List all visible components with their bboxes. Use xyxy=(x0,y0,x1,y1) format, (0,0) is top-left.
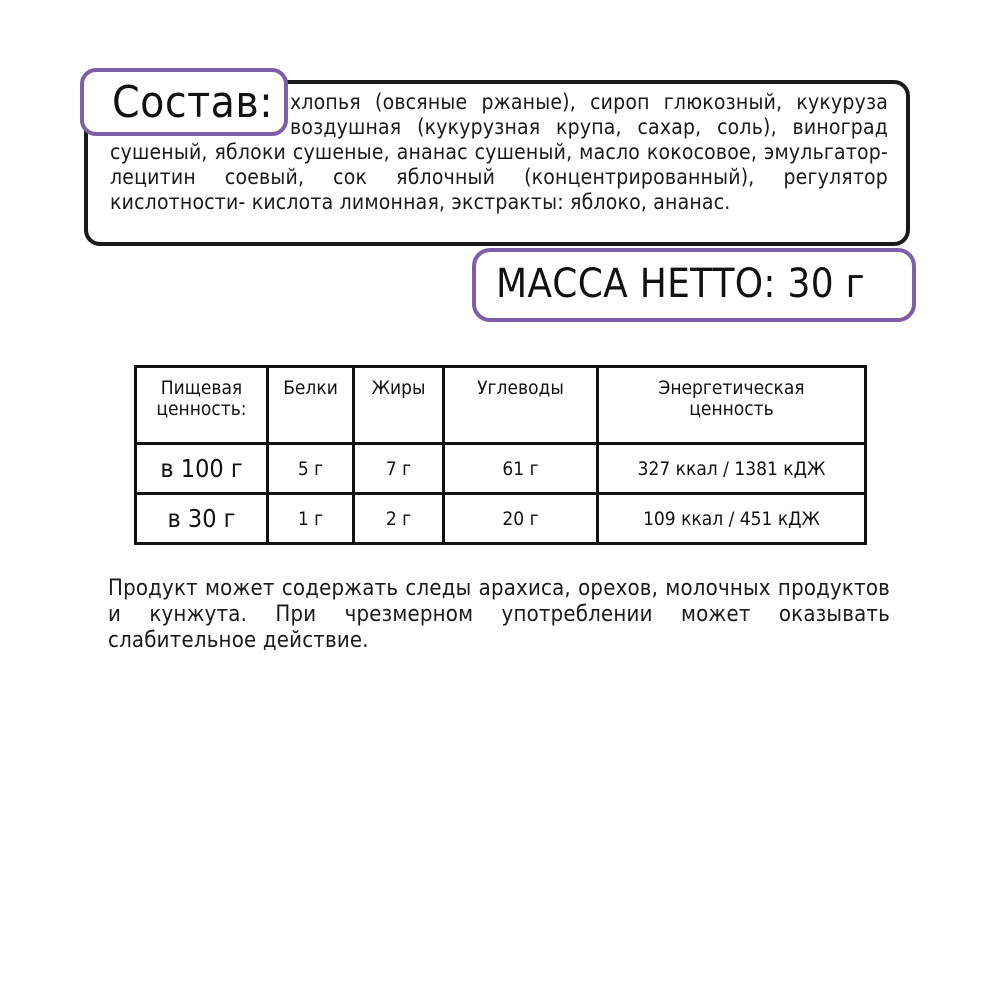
cell-carbs: 20 г xyxy=(444,494,598,544)
header-line: ценность: xyxy=(156,398,247,420)
nutrition-table xyxy=(134,365,867,545)
header-line: Углеводы xyxy=(477,377,564,399)
cell-carbs: 61 г xyxy=(444,444,598,494)
cell-energy: 109 ккал / 451 кДЖ xyxy=(598,494,866,544)
row-label: в 30 г xyxy=(136,494,268,544)
header-line: Энергетическая xyxy=(658,377,805,399)
cell-energy: 327 ккал / 1381 кДЖ xyxy=(598,444,866,494)
header-fat xyxy=(354,367,444,444)
header-line: Пищевая xyxy=(160,377,243,399)
cell-protein: 1 г xyxy=(268,494,354,544)
cell-fat: 7 г xyxy=(354,444,444,494)
header-protein xyxy=(268,367,354,444)
table-row xyxy=(136,444,866,494)
header-line: Жиры xyxy=(371,377,426,399)
cell-protein: 5 г xyxy=(268,444,354,494)
header-carbs xyxy=(444,367,598,444)
header-line: ценность xyxy=(689,398,774,420)
table-header-row xyxy=(136,367,866,444)
table-row xyxy=(136,494,866,544)
cell-fat: 2 г xyxy=(354,494,444,544)
net-weight-label: МАССА НЕТТО: 30 г xyxy=(496,261,865,307)
ingredients-text: хлопья (овсяные ржаные), сироп глюкозный, кукуруза воздушная (кукурузная крупа, сахар, соль), виноград сушеный, яблоки сушеные, ананас сушеный, масло кокосовое, эмульгатор-лецитин соевый, сок яблочный (концентрированный), регулятор кислотности- кислота лимонная, экстракты: яблоко, ананас. xyxy=(110,90,888,214)
ingredients-title: Состав: xyxy=(112,77,274,128)
allergen-warning: Продукт может содержать следы арахиса, орехов, молочных продуктов и кунжута. При чрезмерном употреблении может оказывать слабительное действие. xyxy=(108,576,890,653)
row-label: в 100 г xyxy=(136,444,268,494)
header-line: Белки xyxy=(283,377,338,399)
header-energy xyxy=(598,367,866,444)
header-nutritional-value xyxy=(136,367,268,444)
